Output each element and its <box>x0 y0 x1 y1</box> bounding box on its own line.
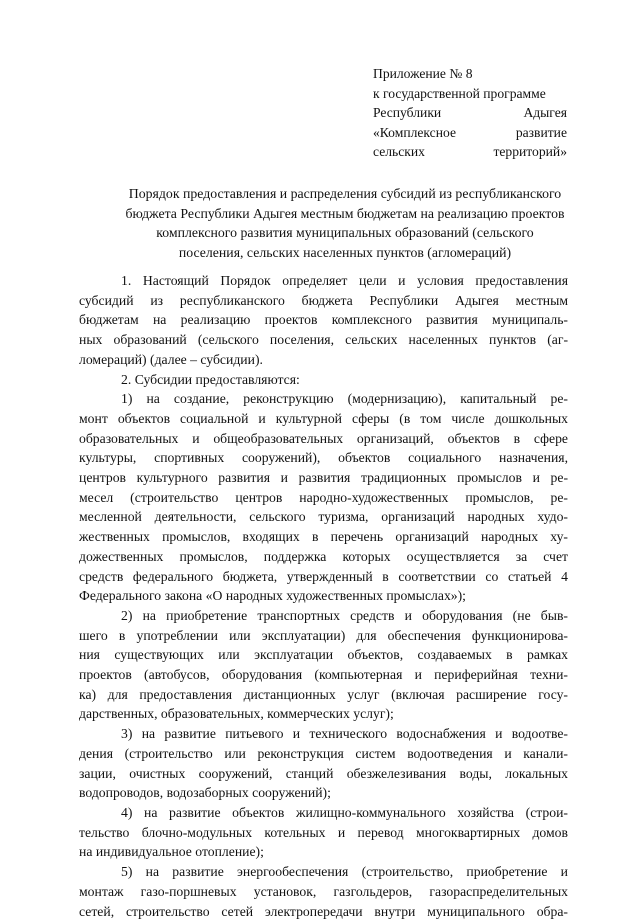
body-line: сетей, строительство сетей электропередачи внутри муниципального обра- <box>79 902 568 921</box>
appendix-line <box>373 142 567 162</box>
body-line: ных образований (сельского поселения, сельских населенных пунктов (аг- <box>79 330 568 350</box>
body-line: шего в употреблении или эксплуатации) для обеспечения функционирова- <box>79 626 568 646</box>
body-line: зации, очистных сооружений, станций обезжелезивания воды, локальных <box>79 764 568 784</box>
body-line: на индивидуальное отопление); <box>79 842 568 862</box>
appendix-word: развитие <box>516 123 567 143</box>
appendix-word: к государственной программе <box>373 86 546 101</box>
appendix-line <box>373 64 567 84</box>
body-line: монтаж газо-поршневых установок, газгольдеров, газораспределительных <box>79 882 568 902</box>
body-line: жественных промыслов, входящих в перечень организаций народных ху- <box>79 527 568 547</box>
body-line: дожественных промыслов, поддержка которых осуществляется за счет <box>79 547 568 567</box>
body-line: ния существующих или эксплуатации объектов, создаваемых в рамках <box>79 645 568 665</box>
body-line: месел (строительство центров народно-художественных промыслов, ре- <box>79 488 568 508</box>
body-line: проектов (автобусов, оборудования (компьютерная и периферийная техни- <box>79 665 568 685</box>
body-line: 5) на развитие энергообеспечения (строительство, приобретение и <box>79 862 568 882</box>
title-line: бюджета Республики Адыгея местным бюджетам на реализацию проектов <box>120 204 570 224</box>
body-line: дения (строительство или реконструкция систем водоотведения и канали- <box>79 744 568 764</box>
body-line: дарственных, образовательных, коммерческих услуг); <box>79 704 568 724</box>
body-line: месленной деятельности, сельского туризма, организаций народных худо- <box>79 507 568 527</box>
body-line: бюджетам на реализацию проектов комплексного развития муниципаль- <box>79 310 568 330</box>
appendix-header <box>373 64 567 162</box>
body-line: 3) на развитие питьевого и технического водоснабжения и водоотве- <box>79 724 568 744</box>
body-line: 1) на создание, реконструкцию (модернизацию), капитальный ре- <box>79 389 568 409</box>
body-line: 1. Настоящий Порядок определяет цели и условия предоставления <box>79 271 568 291</box>
body-line: водопроводов, водозаборных сооружений); <box>79 783 568 803</box>
body-line: тельство блочно-модульных котельных и перевод многоквартирных домов <box>79 823 568 843</box>
body-line: центров культурного развития и развития традиционных промыслов и ре- <box>79 468 568 488</box>
body-line: Федерального закона «О народных художественных промыслах»); <box>79 586 568 606</box>
body-line: культуры, спортивных сооружений), объектов социального назначения, <box>79 448 568 468</box>
body-line: ка) для предоставления дистанционных услуг (включая расширение госу- <box>79 685 568 705</box>
appendix-line <box>373 84 567 104</box>
body-line: 2. Субсидии предоставляются: <box>79 370 568 390</box>
appendix-word: «Комплексное <box>373 123 456 143</box>
appendix-word: Республики <box>373 103 441 123</box>
title-line: поселения, сельских населенных пунктов (агломераций) <box>120 243 570 263</box>
body-line: субсидий из республиканского бюджета Республики Адыгея местным <box>79 291 568 311</box>
appendix-word: сельских <box>373 142 425 162</box>
appendix-word: Адыгея <box>523 103 567 123</box>
document-title <box>120 184 570 262</box>
appendix-line <box>373 103 567 123</box>
appendix-word: территорий» <box>493 142 567 162</box>
body-line: средств федерального бюджета, утвержденный в соответствии со статьей 4 <box>79 567 568 587</box>
title-line: Порядок предоставления и распределения субсидий из республиканского <box>120 184 570 204</box>
appendix-word: Приложение № 8 <box>373 66 473 81</box>
body-line: 4) на развитие объектов жилищно-коммунального хозяйства (строи- <box>79 803 568 823</box>
document-body <box>79 271 568 921</box>
body-line: 2) на приобретение транспортных средств и оборудования (не быв- <box>79 606 568 626</box>
body-line: ломераций) (далее – субсидии). <box>79 350 568 370</box>
body-line: монт объектов социальной и культурной сферы (в том числе дошкольных <box>79 409 568 429</box>
body-line: образовательных и общеобразовательных организаций, объектов в сфере <box>79 429 568 449</box>
appendix-line <box>373 123 567 143</box>
title-line: комплексного развития муниципальных образований (сельского <box>120 223 570 243</box>
